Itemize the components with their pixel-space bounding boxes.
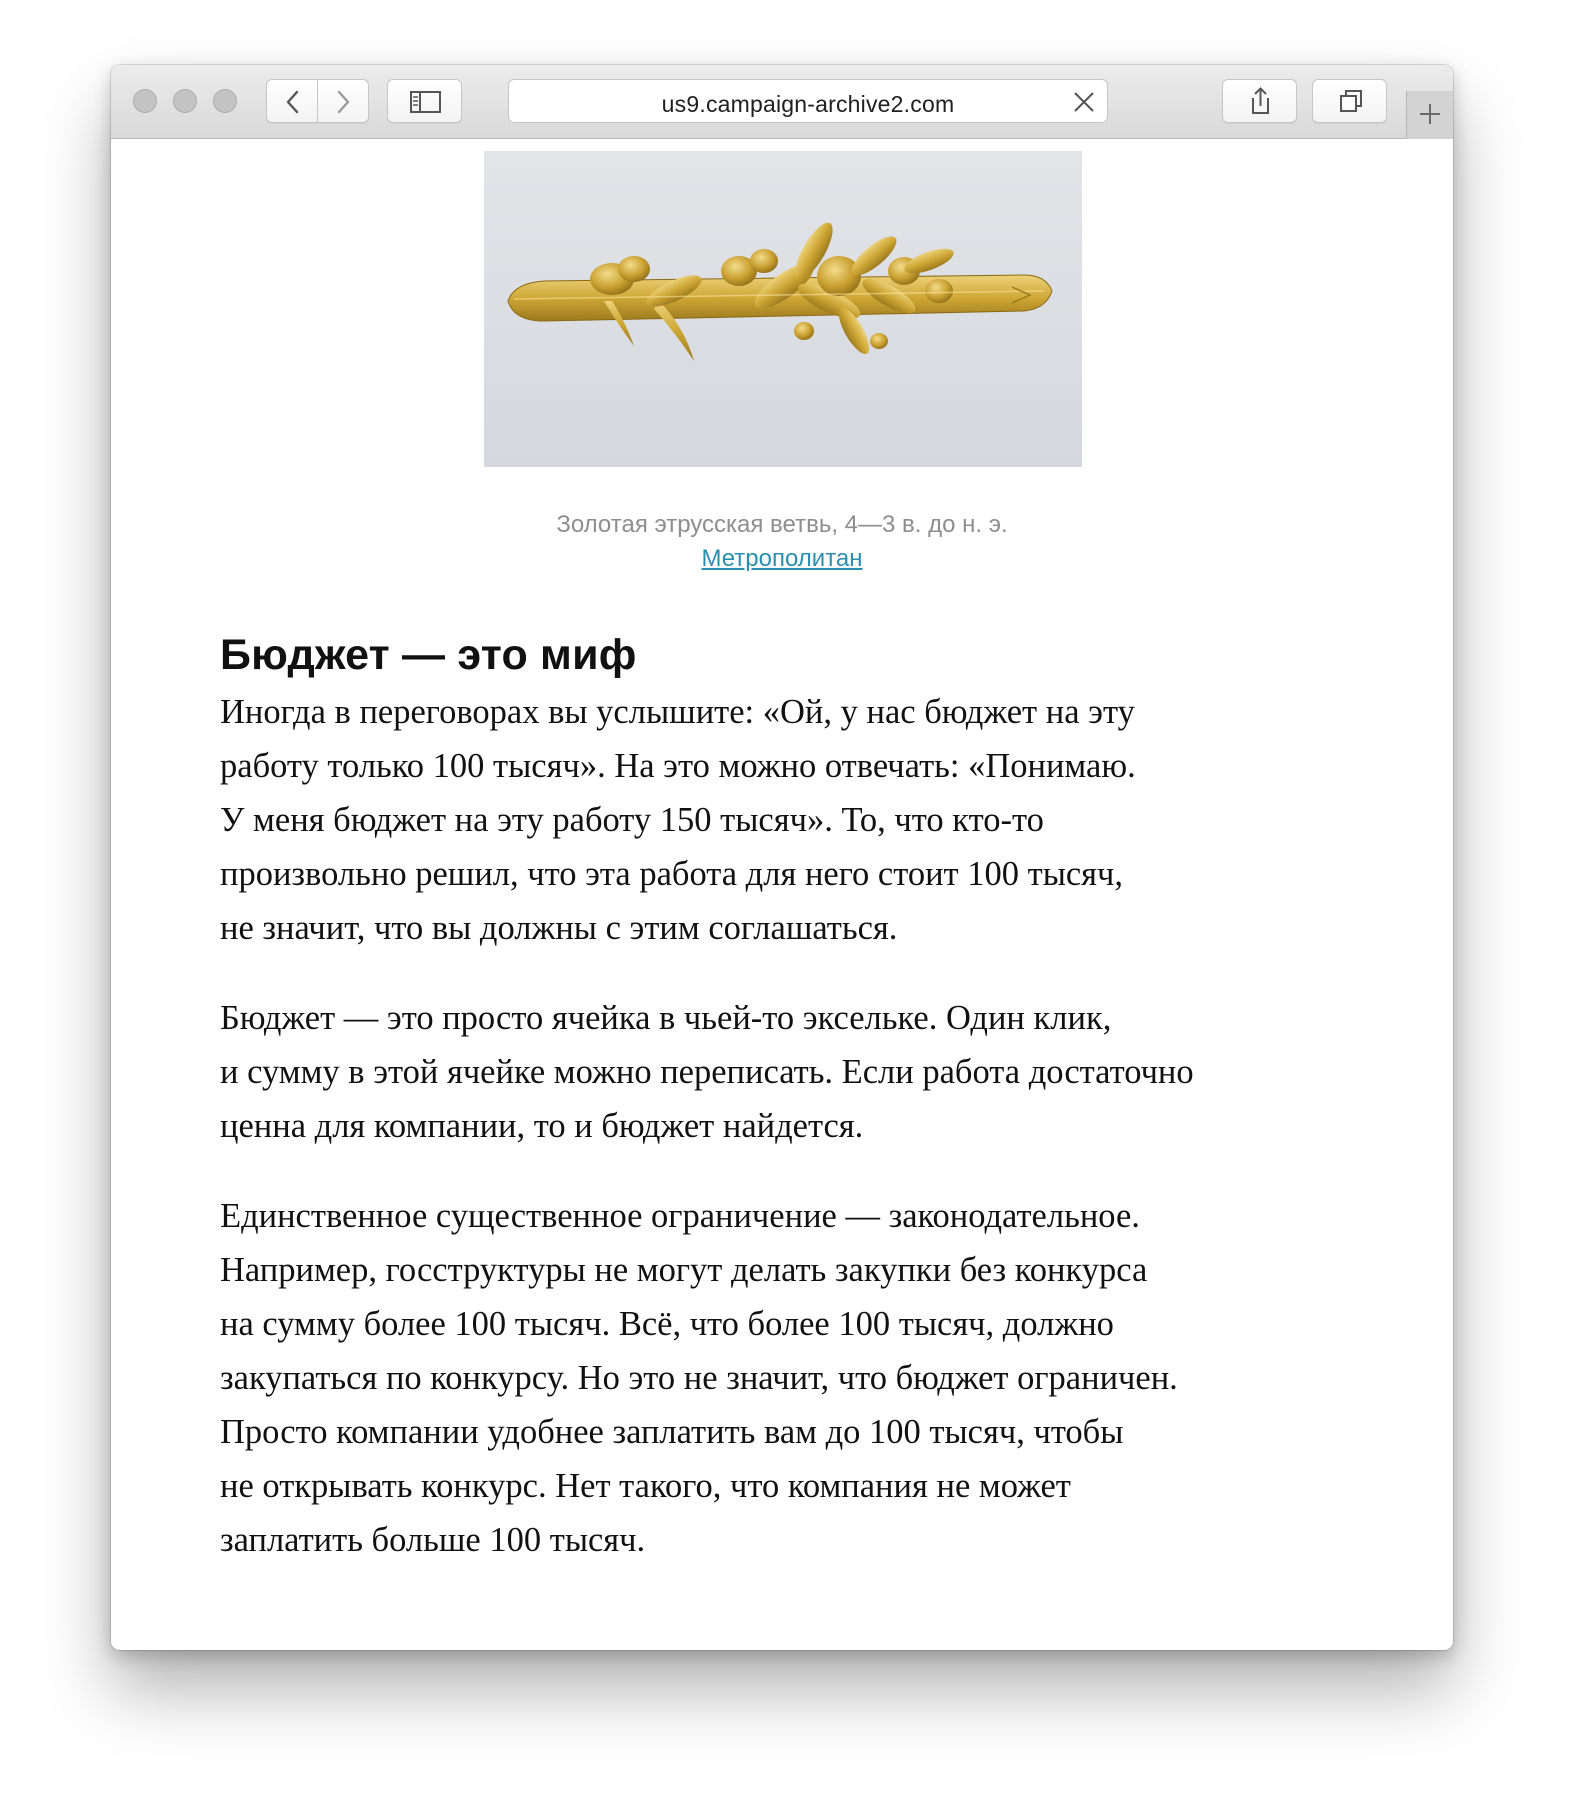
share-icon	[1223, 80, 1298, 124]
chevron-left-icon	[267, 80, 319, 124]
paragraph-line: Бюджет — это просто ячейка в чьей-то эксельке. Один клик,	[220, 999, 1112, 1037]
new-tab-button[interactable]	[1406, 91, 1453, 139]
paragraph-line: не значит, что вы должны с этим соглашаться.	[220, 909, 898, 947]
chevron-right-icon	[318, 80, 369, 124]
caption-source	[111, 543, 1453, 575]
gold-branch-image	[484, 151, 1082, 467]
paragraph-line: и сумму в этой ячейке можно переписать. Если работа достаточно	[220, 1053, 1194, 1091]
share-button[interactable]	[1222, 79, 1297, 123]
browser-window	[111, 65, 1453, 1650]
tabs-icon	[1313, 80, 1388, 124]
source-link[interactable]: Метрополитан	[701, 545, 863, 572]
paragraph-line: произвольно решил, что эта работа для него стоит 100 тысяч,	[220, 855, 1124, 893]
page-content	[111, 139, 1453, 1650]
image-caption: Золотая этрусская ветвь, 4—3 в. до н. э.	[556, 511, 1008, 538]
paragraph-1	[220, 685, 1360, 955]
paragraph-line: Единственное существенное ограничение — законодательное.	[220, 1197, 1140, 1235]
paragraph-line: Иногда в переговорах вы услышите: «Ой, у нас бюджет на эту	[220, 693, 1135, 731]
paragraph-line: заплатить больше 100 тысяч.	[220, 1521, 646, 1559]
paragraph-line: Например, госструктуры не могут делать закупки без конкурса	[220, 1251, 1148, 1289]
section-heading: Бюджет — это миф	[220, 631, 637, 679]
address-url: us9.campaign-archive2.com	[661, 91, 955, 117]
forward-button[interactable]	[318, 79, 369, 123]
tabs-overview-button[interactable]	[1312, 79, 1387, 123]
paragraph-line: закупаться по конкурсу. Но это не значит, что бюджет ограничен.	[220, 1359, 1178, 1397]
paragraph-line: работу только 100 тысяч». На это можно отвечать: «Понимаю.	[220, 747, 1136, 785]
close-window-button[interactable]	[133, 89, 157, 113]
paragraph-3	[220, 1189, 1360, 1567]
paragraph-2	[220, 991, 1360, 1153]
paragraph-line: ценна для компании, то и бюджет найдется.	[220, 1107, 864, 1145]
paragraph-line: У меня бюджет на эту работу 150 тысяч». То, что кто-то	[220, 801, 1044, 839]
plus-icon	[1407, 91, 1453, 139]
paragraph-line: не открывать конкурс. Нет такого, что компания не может	[220, 1467, 1071, 1505]
paragraph-line: Просто компании удобнее заплатить вам до 100 тысяч, чтобы	[220, 1413, 1124, 1451]
paragraph-line: на сумму более 100 тысяч. Всё, что более 100 тысяч, должно	[220, 1305, 1114, 1343]
back-button[interactable]	[266, 79, 318, 123]
address-bar[interactable]	[508, 79, 1108, 123]
browser-toolbar	[111, 65, 1453, 139]
zoom-window-button[interactable]	[213, 89, 237, 113]
minimize-window-button[interactable]	[173, 89, 197, 113]
sidebar-icon	[388, 80, 463, 124]
close-icon[interactable]	[1071, 89, 1097, 115]
sidebar-button[interactable]	[387, 79, 462, 123]
